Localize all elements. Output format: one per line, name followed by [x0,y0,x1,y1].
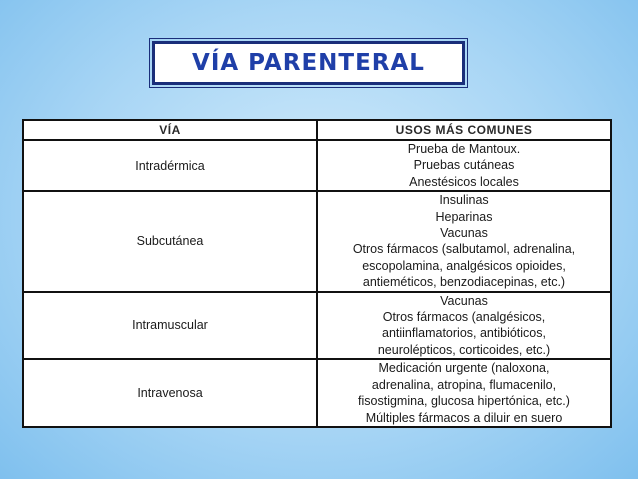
table-header-row [23,120,611,140]
use-line: Otros fármacos (salbutamol, adrenalina, [352,242,576,257]
header-uses: USOS MÁS COMUNES [317,120,611,140]
table-row [23,140,611,191]
use-line: Vacunas [440,293,488,308]
route-name: Intramuscular [23,292,317,360]
route-name: Intravenosa [23,359,317,427]
use-line: Medicación urgente (naloxona, [378,361,550,376]
route-name: Intradérmica [23,140,317,191]
route-uses [317,140,611,191]
use-line: Anestésicos locales [409,174,519,189]
route-name: Subcutánea [23,191,317,291]
page-title: VÍA PARENTERAL [192,50,425,76]
use-line: fisostigmina, glucosa hipertónica, etc.) [358,394,570,409]
use-line: Heparinas [435,209,493,224]
use-line: adrenalina, atropina, flumacenilo, [371,377,557,392]
route-uses [317,191,611,291]
use-line: Vacunas [440,226,488,241]
parenteral-routes-table [22,119,612,428]
route-uses [317,359,611,427]
table-row [23,191,611,291]
use-line: neurolépticos, corticoides, etc.) [377,342,551,357]
use-line: antieméticos, benzodiacepinas, etc.) [362,275,566,290]
header-via: VÍA [23,120,317,140]
use-line: Pruebas cutáneas [413,158,515,173]
table-row [23,292,611,360]
title-box [152,41,465,85]
use-line: antiinflamatorios, antibióticos, [382,326,546,341]
use-line: Múltiples fármacos a diluir en suero [365,410,563,425]
use-line: Prueba de Mantoux. [407,142,521,156]
route-uses [317,292,611,360]
use-line: Insulinas [439,193,489,208]
use-line: escopolamina, analgésicos opioides, [362,258,566,273]
use-line: Otros fármacos (analgésicos, [382,310,546,325]
table-row [23,359,611,427]
